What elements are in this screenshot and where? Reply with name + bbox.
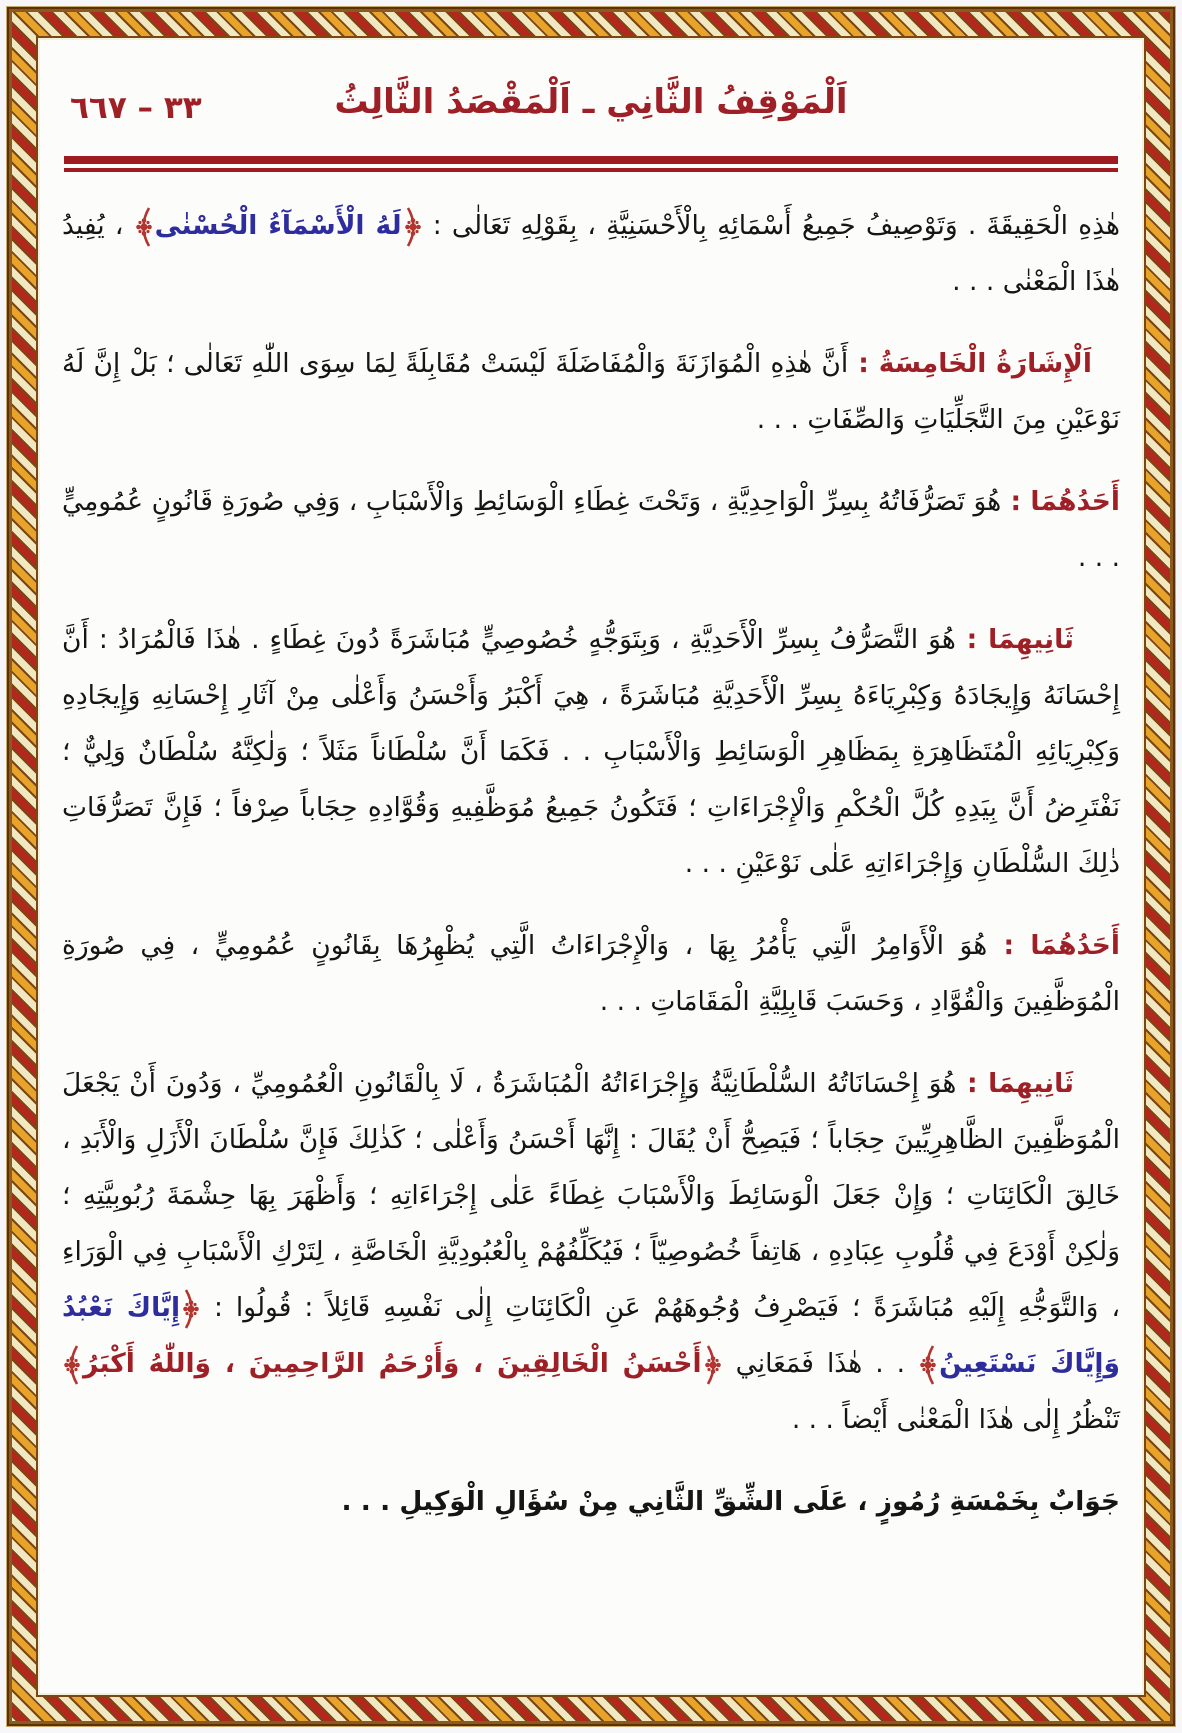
paragraph-text: هُوَ تَصَرُّفَاتُهُ بِسِرِّ الْوَاحِدِيَّةِ ، وَتَحْتَ غِطَاءِ الْوَسَائِطِ وَالْأَسْبَابِ ، وَفِي صُورَةِ قَانُونٍ عُمُومِيٍّ . . .: [62, 486, 1120, 573]
section-heading: ثَانِيهِمَا :: [956, 1068, 1074, 1099]
paragraph-text: هٰذِهِ الْحَقِيقَةَ . وَتَوْصِيفُ جَمِيعُ أَسْمَائِهِ بِالْأَحْسَنِيَّةِ ، بِقَوْلِهِ تَعَالٰى :: [422, 210, 1120, 241]
quran-quote: إِيَّاكَ نَعْبُدُ وَإِيَّاكَ نَسْتَعِينُ: [62, 1292, 1120, 1379]
ornate-bracket-close-icon: [64, 1344, 81, 1386]
quran-quote: أَحْسَنُ الْخَالِقِينَ ، وَأَرْحَمُ الرَّاحِمِينَ ، وَاللّٰهُ أَكْبَرُ: [83, 1348, 702, 1379]
section-heading: ثَانِيهِمَا :: [955, 624, 1074, 655]
page-sheet: [36, 36, 1146, 1697]
paragraph-1: [62, 198, 1120, 310]
paragraph-text: هُوَ إِحْسَانَاتُهُ السُّلْطَانِيَّةُ وَإِجْرَاءَاتُهُ الْمُبَاشَرَةُ ، لَا بِالْقَانُونِ الْعُمُومِيِّ ، وَدُونَ أَنْ يَجْعَلَ الْمُوَظَّفِينَ الظَّاهِرِيِّينَ حِجَاباً ؛ فَيَصِحُّ أَنْ يُقَالَ : إِنَّهَا أَحْسَنُ وَأَعْلٰى ؛ كَذٰلِكَ فَإِنَّ سُلْطَانَ الْأَزَلِ وَالْأَبَدِ ، خَالِقَ الْكَائِنَاتِ ؛ وَإِنْ جَعَلَ الْوَسَائِطَ وَالْأَسْبَابَ غِطَاءً عَلٰى إِجْرَاءَاتِهِ ؛ وَأَظْهَرَ بِهَا حِشْمَةَ رُبُوبِيَّتِهِ ؛ وَلٰكِنْ أَوْدَعَ فِي قُلُوبِ عِبَادِهِ ، هَاتِفاً خُصُوصِيّاً ؛ فَيُكَلِّفُهُمْ بِالْعُبُودِيَّةِ الْخَاصَّةِ ، لِتَرْكِ الْأَسْبَابِ فِي الْوَرَاءِ ، وَالتَّوَجُّهِ إِلَيْهِ مُبَاشَرَةً ؛ فَيَصْرِفُ وُجُوهَهُمْ عَنِ الْكَائِنَاتِ إِلٰى نَفْسِهِ قَائِلاً : قُولُوا :: [62, 1068, 1120, 1323]
paragraph-text: هُوَ الْأَوَامِرُ الَّتِي يَأْمُرُ بِهَا ، وَالْإِجْرَاءَاتُ الَّتِي يُظْهِرُهَا بِقَانُونٍ عُمُومِيٍّ ، فِي صُورَةِ الْمُوَظَّفِينَ وَالْقُوَّادِ ، وَحَسَبَ قَابِلِيَّةِ الْمَقَامَاتِ . . .: [62, 930, 1120, 1017]
ornate-bracket-open-icon: [704, 1344, 721, 1386]
paragraph-text: تَنْظُرُ إِلٰى هٰذَا الْمَعْنٰى أَيْضاً . . .: [791, 1404, 1120, 1435]
page-title: اَلْمَوْقِفُ الثَّانِي ـ اَلْمَقْصَدُ الثَّالِثُ: [334, 82, 848, 122]
paragraph-text: أَنَّ هٰذِهِ الْمُوَازَنَةَ وَالْمُفَاضَلَةَ لَيْسَتْ مُقَابِلَةً لِمَا سِوَى اللّٰهِ تَعَالٰى ؛ بَلْ إِنَّ لَهُ نَوْعَيْنِ مِنَ التَّجَلِّيَاتِ وَالصِّفَاتِ . . .: [62, 348, 1120, 435]
page-number: ٣٣ – ٦٦٧: [70, 90, 202, 126]
header-divider: [64, 156, 1118, 172]
quran-quote: لَهُ الْأَسْمَآءُ الْحُسْنٰى: [154, 210, 402, 241]
ornate-bracket-close-icon: [136, 206, 153, 248]
body-text: [62, 198, 1120, 1530]
closing-line: جَوَابٌ بِخَمْسَةِ رُمُوزٍ ، عَلَى الشِّقِّ الثَّانِي مِنْ سُؤَالِ الْوَكِيلِ . . .: [341, 1486, 1120, 1517]
paragraph-5: [62, 918, 1120, 1030]
paragraph-text: ، يُفِيدُ هٰذَا الْمَعْنٰى . . .: [62, 210, 1120, 297]
paragraph-6: [62, 1056, 1120, 1448]
ornate-bracket-open-icon: [182, 1288, 199, 1330]
section-heading: اَلْإِشَارَةُ الْخَامِسَةُ :: [848, 348, 1092, 379]
ornate-bracket-open-icon: [404, 206, 421, 248]
paragraph-4: [62, 612, 1120, 892]
page-header: [62, 68, 1120, 146]
section-heading: أَحَدُهُمَا :: [987, 930, 1120, 961]
section-heading: أَحَدُهُمَا :: [1001, 486, 1120, 517]
paragraph-3: [62, 474, 1120, 586]
paragraph-text: هُوَ التَّصَرُّفُ بِسِرِّ الْأَحَدِيَّةِ ، وَبِتَوَجُّهٍ خُصُوصِيٍّ مُبَاشَرَةً دُونَ غِطَاءٍ . هٰذَا فَالْمُرَادُ : أَنَّ إِحْسَانَهُ وَإِيجَادَهُ وَكِبْرِيَاءَهُ بِسِرِّ الْأَحَدِيَّةِ مُبَاشَرَةً ، هِيَ أَكْبَرُ وَأَحْسَنُ وَأَعْلٰى مِنْ آثَارِ إِحْسَانِهِ وَإِيجَادِهِ وَكِبْرِيَائِهِ الْمُتَظَاهِرَةِ بِمَظَاهِرِ الْوَسَائِطِ وَالْأَسْبَابِ . . فَكَمَا أَنَّ سُلْطَاناً مَثَلاً ؛ وَلٰكِنَّهُ سُلْطَانٌ وَلِيٌّ ؛ نَفْتَرِضُ أَنَّ بِيَدِهِ كُلَّ الْحُكْمِ وَالْإِجْرَاءَاتِ ؛ فَتَكُونُ جَمِيعُ مُوَظَّفِيهِ وَقُوَّادِهِ حِجَاباً صِرْفاً ؛ فَإِنَّ تَصَرُّفَاتِ ذٰلِكَ السُّلْطَانِ وَإِجْرَاءَاتِهِ عَلٰى نَوْعَيْنِ . . .: [62, 624, 1120, 879]
paragraph-text: . . هٰذَا فَمَعَانِي: [722, 1348, 919, 1379]
paragraph-2: [62, 336, 1120, 448]
page-content: [38, 38, 1144, 1695]
ornate-bracket-close-icon: [920, 1344, 937, 1386]
